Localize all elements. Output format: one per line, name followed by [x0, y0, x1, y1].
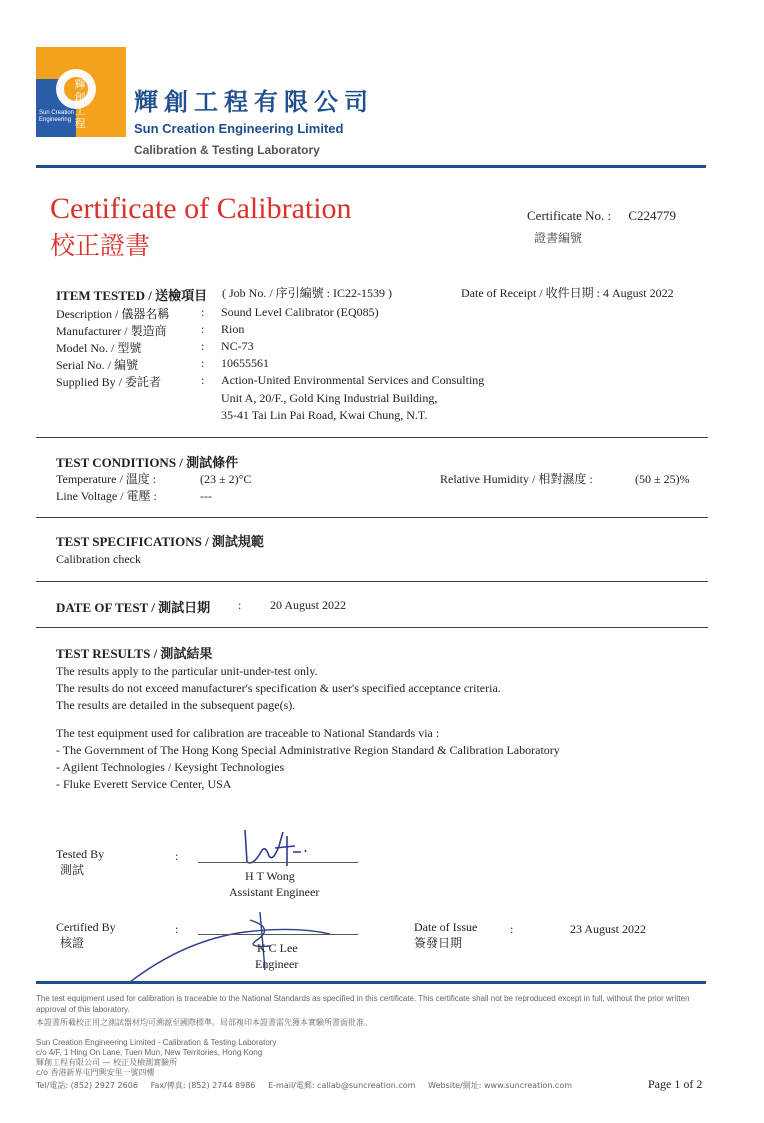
- traceability-item: - Agilent Technologies / Keysight Technologies: [56, 760, 285, 774]
- line-voltage-value: ---: [200, 489, 212, 503]
- company-name-en: Sun Creation Engineering Limited: [134, 121, 344, 136]
- certificate-title-cn: 校正證書: [50, 231, 151, 260]
- traceability-item: - Fluke Everett Service Center, USA: [56, 777, 232, 791]
- test-results-heading: TEST RESULTS / 測試結果: [56, 646, 213, 661]
- line-voltage-label: Line Voltage / 電壓 :: [56, 489, 157, 503]
- supplier-address-line1: Unit A, 20/F., Gold King Industrial Building,: [221, 391, 438, 405]
- certifier-signature-icon: [125, 910, 345, 985]
- certifier-title: Engineer: [255, 957, 299, 971]
- logo-text-en: Sun Creation Engineering: [39, 110, 75, 123]
- date-of-issue-label-cn: 簽發日期: [414, 936, 463, 950]
- field-colon: :: [201, 373, 205, 387]
- footer-disclaimer-en: The test equipment used for calibration is traceable to the National Standards as specified in this certificate. This certificate shall not be reproduced except in full, without the prior written approval of this laboratory.: [36, 994, 690, 1014]
- certifier-name: K C Lee: [257, 941, 298, 955]
- result-line: The results are detailed in the subsequent page(s).: [56, 698, 296, 712]
- date-of-test-colon: :: [238, 598, 242, 612]
- traceability-intro: The test equipment used for calibration are traceable to National Standards via :: [56, 726, 440, 740]
- cert-no-value: C224779: [628, 208, 677, 223]
- job-number: ( Job No. / 序引編號 : IC22-1539 ): [222, 286, 392, 300]
- field-label: Model No. / 型號: [56, 341, 142, 355]
- date-of-receipt: Date of Receipt / 收件日期 : 4 August 2022: [461, 286, 674, 300]
- field-label: Serial No. / 編號: [56, 358, 138, 372]
- footer-disclaimer-cn: 本證書所載校正用之測試器材均可溯源至國際標準。局部複印本證書需先獲本實驗所書面批准。: [36, 1018, 372, 1027]
- field-manufacturer: [56, 322, 696, 339]
- result-line: The results do not exceed manufacturer's specification & user's specified acceptance criteria.: [56, 681, 501, 695]
- tester-signature-icon: [235, 822, 325, 872]
- date-of-issue-value: 23 August 2022: [570, 922, 647, 936]
- tester-name: H T Wong: [245, 869, 295, 883]
- tested-by-label: Tested By: [56, 847, 105, 861]
- field-colon: :: [201, 339, 205, 353]
- field-colon: :: [201, 356, 205, 370]
- logo-text-cn: 輝創工程: [74, 78, 86, 130]
- date-of-test-value: 20 August 2022: [270, 598, 347, 612]
- footer-address-line: c/o 香港新界屯門興安里一號四樓: [36, 1068, 155, 1077]
- footer-contact: Tel/電話: (852) 2927 2606 Fax/傳真: (852) 2744 8986 E-mail/電郵: callab@suncreation.com Website/網址: www.suncreation.com: [36, 1081, 573, 1090]
- field-value: NC-73: [221, 339, 254, 353]
- test-specifications-heading: TEST SPECIFICATIONS / 測試規範: [56, 534, 264, 549]
- item-tested-heading: ITEM TESTED / 送檢項目: [56, 288, 208, 303]
- lab-name: Calibration & Testing Laboratory: [134, 143, 320, 157]
- field-label: Supplied By / 委託者: [56, 375, 162, 389]
- footer-address-line: Sun Creation Engineering Limited - Calibration & Testing Laboratory: [36, 1038, 277, 1047]
- tested-by-label-cn: 測試: [60, 863, 85, 877]
- field-model: [56, 339, 696, 356]
- company-name-cn: 輝創工程有限公司: [134, 88, 374, 116]
- date-of-issue-colon: :: [510, 922, 514, 936]
- certificate-title: Certificate of Calibration: [50, 192, 352, 225]
- certified-by-label-cn: 核證: [60, 936, 85, 950]
- footer-rule: [36, 981, 706, 984]
- field-description: [56, 305, 696, 322]
- section-divider: [36, 581, 708, 582]
- cert-no-label-cn: 證書編號: [534, 231, 583, 245]
- field-value: 10655561: [221, 356, 269, 370]
- tester-title: Assistant Engineer: [229, 885, 320, 899]
- field-label: Manufacturer / 製造商: [56, 324, 167, 338]
- section-divider: [36, 517, 708, 518]
- temperature-value: (23 ± 2)°C: [200, 472, 252, 486]
- page-number: Page 1 of 2: [648, 1077, 703, 1091]
- section-divider: [36, 627, 708, 628]
- section-divider: [36, 437, 708, 438]
- cert-no-label: Certificate No. :: [527, 208, 612, 223]
- field-colon: :: [201, 322, 205, 336]
- test-conditions-heading: TEST CONDITIONS / 測試條件: [56, 455, 239, 470]
- tested-by-colon: :: [175, 849, 179, 863]
- temperature-label: Temperature / 溫度 :: [56, 472, 157, 486]
- humidity-value: (50 ± 25)%: [635, 472, 690, 486]
- date-of-issue-label: Date of Issue: [414, 920, 478, 934]
- certified-by-colon: :: [175, 922, 179, 936]
- certificate-number: [527, 208, 676, 224]
- field-supplied-by: [56, 373, 696, 390]
- field-value: Sound Level Calibrator (EQ085): [221, 305, 379, 319]
- test-specifications-text: Calibration check: [56, 552, 141, 566]
- field-label: Description / 儀器名稱: [56, 307, 170, 321]
- footer-address-line: c/o 4/F, 1 Hing On Lane, Tuen Mun, New Territories, Hong Kong: [36, 1048, 263, 1057]
- date-of-test-heading: DATE OF TEST / 測試日期: [56, 600, 211, 615]
- tester-signature-line: [198, 862, 358, 863]
- field-colon: :: [201, 305, 205, 319]
- header-rule: [36, 165, 706, 168]
- field-value: Rion: [221, 322, 245, 336]
- certified-by-label: Certified By: [56, 920, 116, 934]
- certifier-signature-line: [198, 934, 358, 935]
- field-serial: [56, 356, 696, 373]
- result-line: The results apply to the particular unit-under-test only.: [56, 664, 318, 678]
- supplier-address-line2: 35-41 Tai Lin Pai Road, Kwai Chung, N.T.: [221, 408, 428, 422]
- field-value: Action-United Environmental Services and Consulting: [221, 373, 485, 387]
- footer-address-line: 輝創工程有限公司 — 校正及檢測實驗所: [36, 1058, 178, 1067]
- humidity-label: Relative Humidity / 相對濕度 :: [440, 472, 593, 486]
- traceability-item: - The Government of The Hong Kong Special Administrative Region Standard & Calibration Laboratory: [56, 743, 560, 757]
